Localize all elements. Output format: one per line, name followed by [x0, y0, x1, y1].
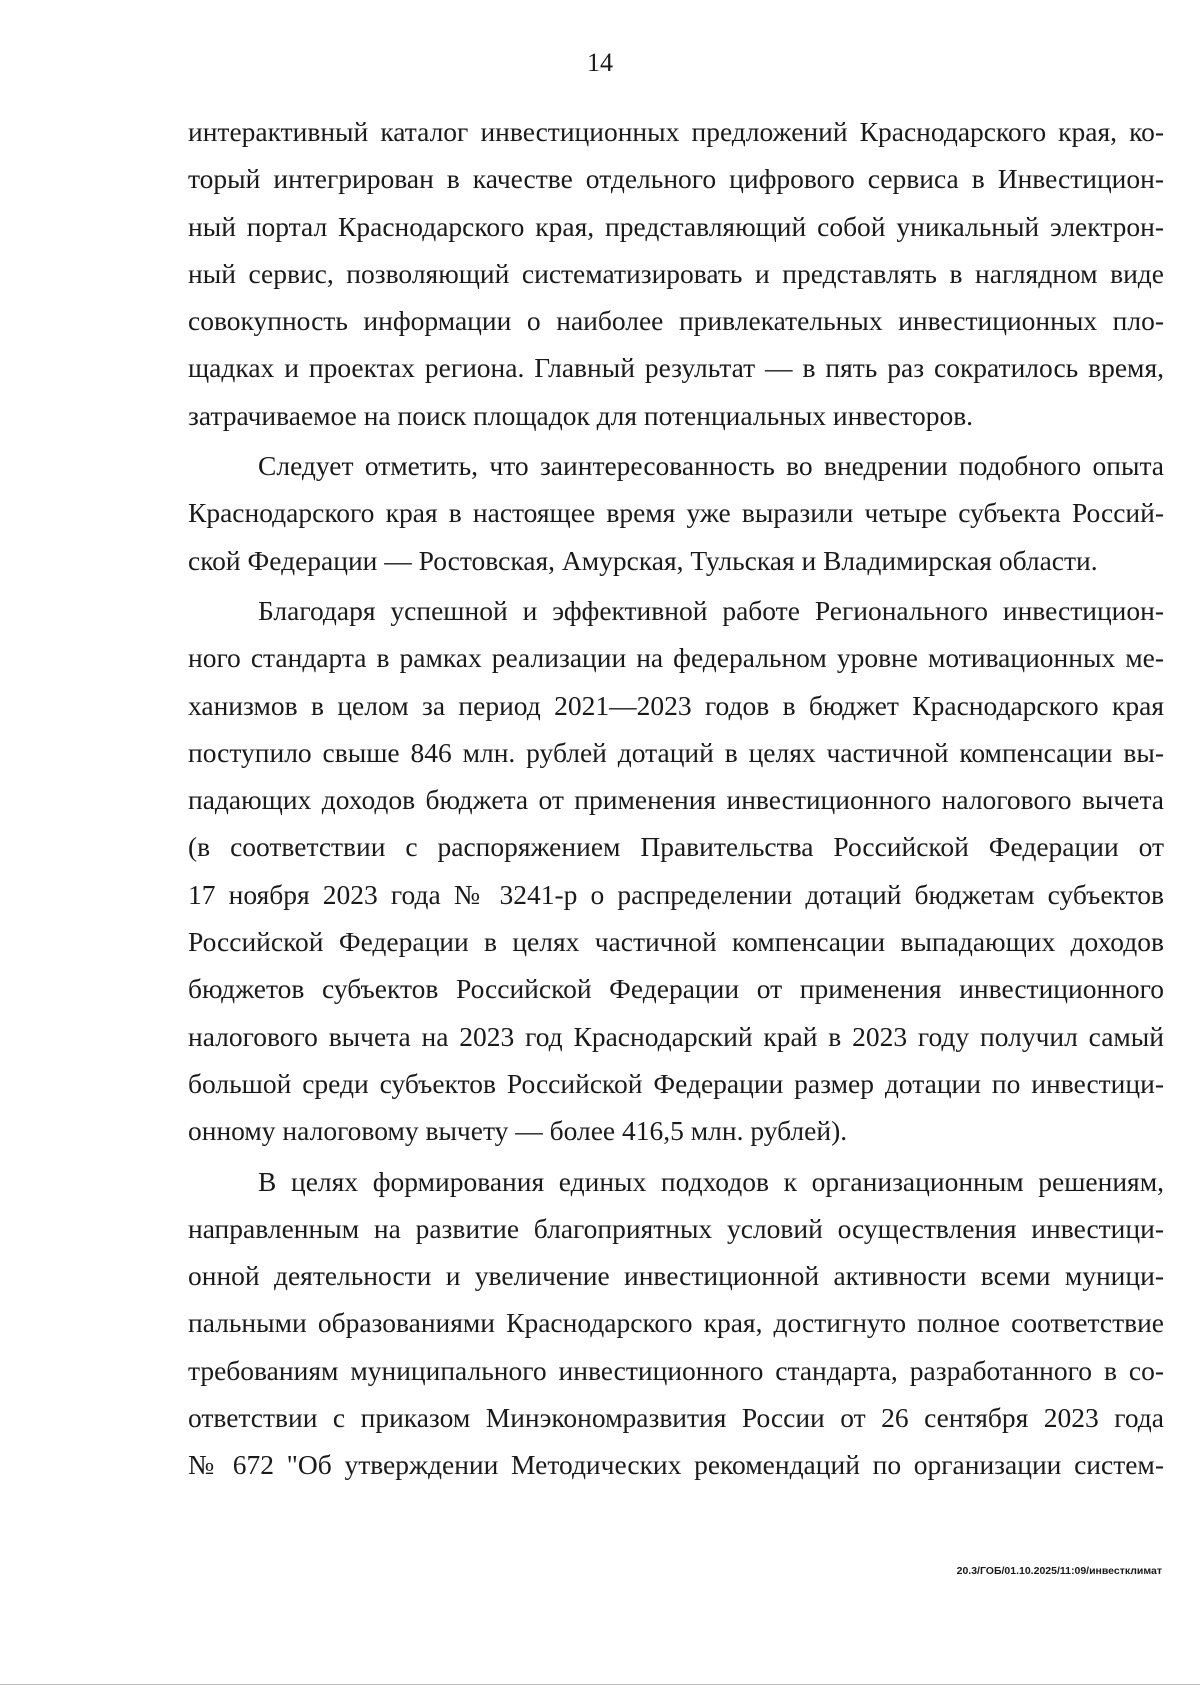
text-line: требованиям муниципального инвестиционного стандарта, разработанного в со-	[188, 1354, 1164, 1386]
text-line: ханизмов в целом за период 2021—2023 годов в бюджет Краснодарского края	[188, 689, 1164, 721]
text-line: Благодаря успешной и эффективной работе Регионального инвестицион-	[258, 594, 1164, 626]
text-line: пальными образованиями Краснодарского края, достигнуто полное соответствие	[188, 1307, 1164, 1339]
text-line: № 672 "Об утверждении Методических рекомендаций по организации систем-	[188, 1449, 1164, 1481]
text-line: 17 ноября 2023 года № 3241-р о распределении дотаций бюджетам субъектов	[188, 878, 1164, 910]
text-line: налогового вычета на 2023 год Краснодарский край в 2023 году получил самый	[188, 1020, 1164, 1052]
paragraph-4	[188, 1158, 1164, 1489]
text-line: поступило свыше 846 млн. рублей дотаций в целях частичной компенсации вы-	[188, 736, 1164, 768]
text-line: онному налоговому вычету — более 416,5 млн. рублей).	[188, 1115, 848, 1147]
text-line: торый интегрирован в качестве отдельного цифрового сервиса в Инвестицион-	[188, 163, 1164, 195]
text-line: ской Федерации — Ростовская, Амурская, Тульская и Владимирская области.	[188, 544, 1098, 576]
paragraph-3	[188, 587, 1164, 1155]
document-registration-code: 20.3/ГОБ/01.10.2025/11:09/инвестклимат	[956, 1565, 1162, 1577]
page-number: 14	[587, 48, 613, 77]
text-line: Следует отметить, что заинтересованность во внедрении подобного опыта	[258, 450, 1164, 482]
text-line: падающих доходов бюджета от применения инвестиционного налогового вычета	[188, 784, 1164, 816]
text-line: интерактивный каталог инвестиционных предложений Краснодарского края, ко-	[188, 116, 1164, 147]
document-body	[188, 108, 1164, 1492]
text-line: совокупность информации о наиболее привлекательных инвестиционных пло-	[188, 305, 1164, 337]
text-line: Краснодарского края в настоящее время уже выразили четыре субъекта Россий-	[188, 497, 1164, 529]
paragraph-1	[188, 108, 1164, 439]
text-line: В целях формирования единых подходов к организационным решениям,	[258, 1165, 1164, 1197]
text-line: ответствии с приказом Минэкономразвития России от 26 сентября 2023 года	[188, 1402, 1164, 1434]
text-line: щадках и проектах региона. Главный результат — в пять раз сократилось время,	[188, 352, 1164, 384]
text-line: бюджетов субъектов Российской Федерации от применения инвестиционного	[188, 973, 1164, 1005]
text-line: (в соответствии с распоряжением Правительства Российской Федерации от	[188, 831, 1164, 863]
text-line: онной деятельности и увеличение инвестиционной активности всеми муници-	[188, 1260, 1164, 1292]
text-line: затрачиваемое на поиск площадок для потенциальных инвесторов.	[188, 399, 974, 431]
text-line: направленным на развитие благоприятных условий осуществления инвестици-	[188, 1212, 1164, 1244]
text-line: Российской Федерации в целях частичной компенсации выпадающих доходов	[188, 926, 1164, 958]
paragraph-2	[188, 442, 1164, 584]
text-line: ного стандарта в рамках реализации на федеральном уровне мотивационных ме-	[188, 642, 1164, 674]
text-line: ный сервис, позволяющий систематизировать и представлять в наглядном виде	[188, 257, 1164, 289]
text-line: ный портал Краснодарского края, представляющий собой уникальный электрон-	[188, 210, 1164, 242]
scan-edge-divider	[0, 1684, 1200, 1685]
text-line: большой среди субъектов Российской Федерации размер дотации по инвестици-	[188, 1067, 1164, 1099]
